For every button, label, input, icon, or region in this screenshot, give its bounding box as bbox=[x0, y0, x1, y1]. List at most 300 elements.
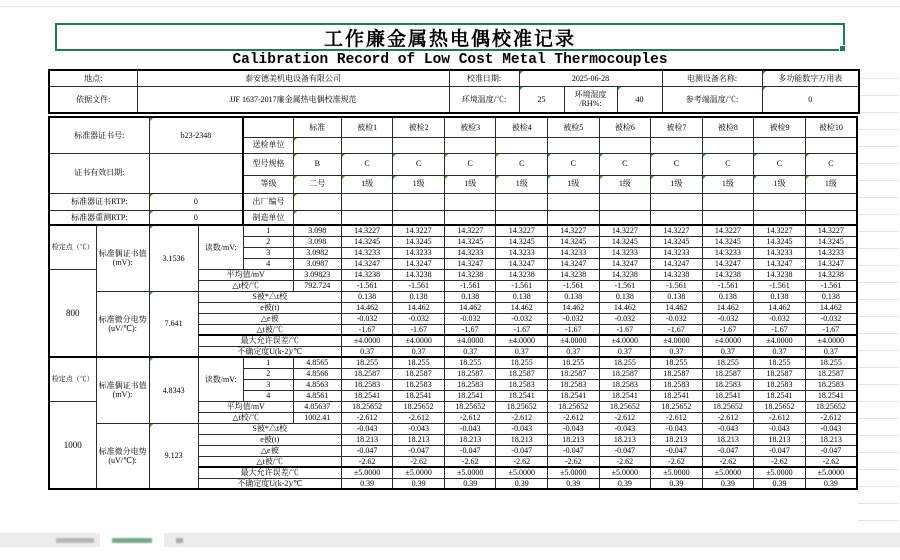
cell-et-dut[interactable]: 14.462 bbox=[702, 302, 754, 313]
cell-dtdut-dut[interactable]: -2.62 bbox=[548, 456, 600, 467]
cell-sdt-dut[interactable]: -0.043 bbox=[341, 423, 393, 434]
cell-avg-dut[interactable]: 18.25652 bbox=[496, 401, 548, 412]
cell-avg-std[interactable]: 4.85637 bbox=[293, 401, 341, 412]
cell-mpe-dut[interactable]: ±4.0000 bbox=[444, 335, 496, 346]
cell-maker-dut[interactable] bbox=[548, 210, 600, 225]
cell-reading-dut[interactable]: 14.3227 bbox=[548, 225, 600, 236]
cell-reading-dut[interactable]: 14.3245 bbox=[341, 236, 393, 247]
cell-cert-no-value[interactable]: b23-2348 bbox=[149, 117, 243, 153]
cell-grade-dut[interactable]: 1级 bbox=[805, 175, 857, 193]
cell-reading-std[interactable]: 4.8565 bbox=[293, 357, 341, 368]
cell-avg-dut[interactable]: 18.25652 bbox=[754, 401, 806, 412]
cell-model-dut[interactable]: C bbox=[702, 153, 754, 175]
cell-maker-dut[interactable] bbox=[702, 210, 754, 225]
cell-grade-dut[interactable]: 1级 bbox=[754, 175, 806, 193]
cell-diffemf-800[interactable]: 7.641 bbox=[149, 291, 198, 357]
cell-send-unit-dut[interactable] bbox=[651, 137, 703, 153]
cell-reading-dut[interactable]: 14.3227 bbox=[341, 225, 393, 236]
cell-avg-dut[interactable]: 14.3238 bbox=[393, 269, 445, 280]
cell-reading-dut[interactable]: 18.2541 bbox=[548, 390, 600, 401]
cell-dtdut-dut[interactable]: -1.67 bbox=[548, 324, 600, 335]
cell-de-dut[interactable]: -0.032 bbox=[651, 313, 703, 324]
cell-grade-dut[interactable]: 1级 bbox=[496, 175, 548, 193]
cell-de-dut[interactable]: -0.032 bbox=[805, 313, 857, 324]
cell-de-dut[interactable]: -0.047 bbox=[548, 445, 600, 456]
cell-model-dut[interactable]: C bbox=[341, 153, 393, 175]
cell-reading-dut[interactable]: 14.3247 bbox=[702, 258, 754, 269]
cell-mpe-dut[interactable]: ±5.0000 bbox=[651, 467, 703, 478]
cell-reading-std[interactable]: 4.8561 bbox=[293, 390, 341, 401]
cell-reading-dut[interactable]: 18.2541 bbox=[393, 390, 445, 401]
cell-dtcal-dut[interactable]: -1.561 bbox=[393, 280, 445, 291]
cell-send-unit-dut[interactable] bbox=[754, 137, 806, 153]
cell-maker-dut[interactable] bbox=[444, 210, 496, 225]
cell-reading-dut[interactable]: 14.3233 bbox=[599, 247, 651, 258]
cell-de-dut[interactable]: -0.047 bbox=[341, 445, 393, 456]
cell-dtdut-dut[interactable]: -2.62 bbox=[702, 456, 754, 467]
cell-et-dut[interactable]: 14.462 bbox=[341, 302, 393, 313]
cell-reading-dut[interactable]: 14.3247 bbox=[548, 258, 600, 269]
cell-serial-dut[interactable] bbox=[341, 193, 393, 210]
cell-reading-dut[interactable]: 14.3233 bbox=[702, 247, 754, 258]
cell-sdt-dut[interactable]: 0.138 bbox=[444, 291, 496, 302]
cell-model-dut[interactable]: C bbox=[754, 153, 806, 175]
cell-reading-dut[interactable]: 14.3245 bbox=[599, 236, 651, 247]
cell-dtdut-dut[interactable]: -2.62 bbox=[651, 456, 703, 467]
cell-reading-dut[interactable]: 18.255 bbox=[651, 357, 703, 368]
cell-reading-dut[interactable]: 14.3233 bbox=[444, 247, 496, 258]
cell-et-dut[interactable]: 18.213 bbox=[702, 434, 754, 445]
cell-reading-dut[interactable]: 18.2541 bbox=[805, 390, 857, 401]
cell-mpe-dut[interactable]: ±4.0000 bbox=[341, 335, 393, 346]
cell-dtcal-dut[interactable]: -2.612 bbox=[599, 412, 651, 423]
cell-model-dut[interactable]: C bbox=[805, 153, 857, 175]
cell-reading-dut[interactable]: 14.3247 bbox=[754, 258, 806, 269]
cell-mpe-dut[interactable]: ±4.0000 bbox=[393, 335, 445, 346]
cell-model-dut[interactable]: C bbox=[444, 153, 496, 175]
cell-dtdut-dut[interactable]: -1.67 bbox=[805, 324, 857, 335]
cell-mpe-dut[interactable]: ±5.0000 bbox=[444, 467, 496, 478]
cell-reading-dut[interactable]: 18.2583 bbox=[341, 379, 393, 390]
cell-dtdut-dut[interactable]: -2.62 bbox=[599, 456, 651, 467]
cell-u-dut[interactable]: 0.39 bbox=[805, 478, 857, 489]
cell-dtcal-dut[interactable]: -2.612 bbox=[651, 412, 703, 423]
cell-u-dut[interactable]: 0.37 bbox=[341, 346, 393, 357]
cell-et-dut[interactable]: 18.213 bbox=[599, 434, 651, 445]
cell-reading-dut[interactable]: 18.255 bbox=[548, 357, 600, 368]
cell-grade-dut[interactable]: 1级 bbox=[599, 175, 651, 193]
cell-reading-dut[interactable]: 18.255 bbox=[496, 357, 548, 368]
cell-dtcal-dut[interactable]: -2.612 bbox=[496, 412, 548, 423]
cell-avg-dut[interactable]: 14.3238 bbox=[341, 269, 393, 280]
cell-mpe-dut[interactable]: ±4.0000 bbox=[651, 335, 703, 346]
cell-reading-std[interactable]: 3.0987 bbox=[293, 258, 341, 269]
title-cell[interactable] bbox=[55, 23, 845, 51]
cell-et-dut[interactable]: 18.213 bbox=[651, 434, 703, 445]
cell-mpe-dut[interactable]: ±4.0000 bbox=[599, 335, 651, 346]
cell-avg-dut[interactable]: 18.25652 bbox=[702, 401, 754, 412]
cell-u-dut[interactable]: 0.37 bbox=[444, 346, 496, 357]
cell-reading-dut[interactable]: 14.3245 bbox=[548, 236, 600, 247]
cell-send-unit-dut[interactable] bbox=[548, 137, 600, 153]
cell-serial-dut[interactable] bbox=[805, 193, 857, 210]
cell-dtdut-dut[interactable]: -1.67 bbox=[754, 324, 806, 335]
cell-sdt-dut[interactable]: -0.043 bbox=[393, 423, 445, 434]
cell-u-dut[interactable]: 0.37 bbox=[393, 346, 445, 357]
cell-send-unit-dut[interactable] bbox=[341, 137, 393, 153]
cell-sdt-dut[interactable]: -0.043 bbox=[702, 423, 754, 434]
cell-valid-date-value[interactable] bbox=[149, 153, 243, 193]
sheet-tab-active[interactable] bbox=[100, 533, 164, 547]
cell-reading-dut[interactable]: 14.3245 bbox=[393, 236, 445, 247]
cell-avg-dut[interactable]: 18.25652 bbox=[393, 401, 445, 412]
cell-reading-dut[interactable]: 14.3233 bbox=[805, 247, 857, 258]
cell-avg-dut[interactable]: 18.25652 bbox=[444, 401, 496, 412]
cell-dtdut-dut[interactable]: -1.67 bbox=[599, 324, 651, 335]
cell-send-unit-dut[interactable] bbox=[805, 137, 857, 153]
cell-mpe-dut[interactable]: ±4.0000 bbox=[496, 335, 548, 346]
cell-dtcal-dut[interactable]: -1.561 bbox=[805, 280, 857, 291]
cell-et-dut[interactable]: 14.462 bbox=[548, 302, 600, 313]
cell-reading-std[interactable]: 3.098 bbox=[293, 236, 341, 247]
cell-reading-dut[interactable]: 14.3245 bbox=[496, 236, 548, 247]
cell-reading-dut[interactable]: 14.3247 bbox=[651, 258, 703, 269]
cell-model-dut[interactable]: C bbox=[599, 153, 651, 175]
cell-reading-dut[interactable]: 14.3247 bbox=[341, 258, 393, 269]
cell-avg-std[interactable]: 3.09823 bbox=[293, 269, 341, 280]
cell-maker-std[interactable] bbox=[293, 210, 341, 225]
cell-et-dut[interactable]: 18.213 bbox=[444, 434, 496, 445]
cell-model-dut[interactable]: C bbox=[393, 153, 445, 175]
cell-dtcal-dut[interactable]: -1.561 bbox=[651, 280, 703, 291]
cell-et-dut[interactable]: 18.213 bbox=[754, 434, 806, 445]
cell-avg-dut[interactable]: 14.3238 bbox=[548, 269, 600, 280]
cell-reading-dut[interactable]: 18.255 bbox=[754, 357, 806, 368]
cell-sdt-dut[interactable]: 0.138 bbox=[599, 291, 651, 302]
cell-reading-dut[interactable]: 14.3227 bbox=[599, 225, 651, 236]
cell-reading-dut[interactable]: 18.2541 bbox=[702, 390, 754, 401]
cell-mpe-dut[interactable]: ±4.0000 bbox=[805, 335, 857, 346]
cell-model-dut[interactable]: C bbox=[548, 153, 600, 175]
cell-mpe-dut[interactable]: ±5.0000 bbox=[805, 467, 857, 478]
cell-reading-dut[interactable]: 18.2587 bbox=[444, 368, 496, 379]
cell-serial-dut[interactable] bbox=[393, 193, 445, 210]
cell-avg-dut[interactable]: 14.3238 bbox=[496, 269, 548, 280]
cell-location-value[interactable]: 泰安德美机电设备有限公司 bbox=[137, 70, 449, 86]
cell-model-dut[interactable]: C bbox=[651, 153, 703, 175]
cell-reading-std[interactable]: 4.8563 bbox=[293, 379, 341, 390]
cell-reading-dut[interactable]: 18.2587 bbox=[599, 368, 651, 379]
cell-reading-dut[interactable]: 18.2587 bbox=[805, 368, 857, 379]
cell-serial-dut[interactable] bbox=[754, 193, 806, 210]
cell-dtdut-dut[interactable]: -2.62 bbox=[341, 456, 393, 467]
cell-reading-dut[interactable]: 18.2583 bbox=[444, 379, 496, 390]
cell-dtdut-dut[interactable]: -1.67 bbox=[702, 324, 754, 335]
cell-u-dut[interactable]: 0.39 bbox=[548, 478, 600, 489]
cell-et-dut[interactable]: 14.462 bbox=[444, 302, 496, 313]
cell-et-dut[interactable]: 14.462 bbox=[599, 302, 651, 313]
cell-reading-dut[interactable]: 14.3233 bbox=[496, 247, 548, 258]
cell-reading-dut[interactable]: 14.3247 bbox=[599, 258, 651, 269]
cell-sdt-dut[interactable]: -0.043 bbox=[496, 423, 548, 434]
cell-reading-dut[interactable]: 14.3245 bbox=[651, 236, 703, 247]
cell-send-unit-dut[interactable] bbox=[393, 137, 445, 153]
cell-sdt-dut[interactable]: 0.138 bbox=[805, 291, 857, 302]
cell-u-dut[interactable]: 0.39 bbox=[496, 478, 548, 489]
cell-reading-dut[interactable]: 18.2587 bbox=[651, 368, 703, 379]
cell-sdt-dut[interactable]: -0.043 bbox=[548, 423, 600, 434]
cell-maker-dut[interactable] bbox=[393, 210, 445, 225]
cell-u-dut[interactable]: 0.39 bbox=[754, 478, 806, 489]
cell-reading-dut[interactable]: 18.2587 bbox=[393, 368, 445, 379]
cell-reading-dut[interactable]: 18.255 bbox=[393, 357, 445, 368]
cell-de-dut[interactable]: -0.047 bbox=[651, 445, 703, 456]
cell-dtcal-dut[interactable]: -2.612 bbox=[702, 412, 754, 423]
cell-avg-dut[interactable]: 18.25652 bbox=[341, 401, 393, 412]
cell-reading-dut[interactable]: 18.2541 bbox=[496, 390, 548, 401]
cell-sdt-dut[interactable]: -0.043 bbox=[651, 423, 703, 434]
cell-grade-dut[interactable]: 1级 bbox=[651, 175, 703, 193]
cell-dtcal-dut[interactable]: -1.561 bbox=[496, 280, 548, 291]
cell-de-dut[interactable]: -0.032 bbox=[702, 313, 754, 324]
cell-u-dut[interactable]: 0.39 bbox=[702, 478, 754, 489]
cell-serial-dut[interactable] bbox=[496, 193, 548, 210]
cell-reading-dut[interactable]: 18.2541 bbox=[444, 390, 496, 401]
cell-u-dut[interactable]: 0.39 bbox=[444, 478, 496, 489]
cell-serial-dut[interactable] bbox=[651, 193, 703, 210]
cell-et-dut[interactable]: 14.462 bbox=[393, 302, 445, 313]
cell-reading-dut[interactable]: 14.3227 bbox=[702, 225, 754, 236]
cell-cert-value-1000[interactable]: 4.8343 bbox=[149, 357, 198, 423]
cell-u-dut[interactable]: 0.37 bbox=[754, 346, 806, 357]
cell-avg-dut[interactable]: 14.3238 bbox=[754, 269, 806, 280]
cell-reading-dut[interactable]: 14.3227 bbox=[393, 225, 445, 236]
cell-send-unit-dut[interactable] bbox=[496, 137, 548, 153]
cell-reading-dut[interactable]: 14.3245 bbox=[444, 236, 496, 247]
cell-avg-dut[interactable]: 14.3238 bbox=[599, 269, 651, 280]
cell-dtcal-dut[interactable]: -2.612 bbox=[754, 412, 806, 423]
cell-de-dut[interactable]: -0.032 bbox=[393, 313, 445, 324]
cell-de-dut[interactable]: -0.032 bbox=[548, 313, 600, 324]
cell-reading-dut[interactable]: 14.3245 bbox=[754, 236, 806, 247]
cell-dtcal-dut[interactable]: -1.561 bbox=[599, 280, 651, 291]
cell-sdt-dut[interactable]: 0.138 bbox=[496, 291, 548, 302]
cell-reading-dut[interactable]: 18.2583 bbox=[599, 379, 651, 390]
cell-dtcal-dut[interactable]: -2.612 bbox=[548, 412, 600, 423]
cell-mpe-dut[interactable]: ±5.0000 bbox=[496, 467, 548, 478]
cell-grade-dut[interactable]: 1级 bbox=[341, 175, 393, 193]
cell-send-unit-std[interactable] bbox=[293, 137, 341, 153]
cell-reading-dut[interactable]: 18.255 bbox=[341, 357, 393, 368]
cell-sdt-dut[interactable]: -0.043 bbox=[599, 423, 651, 434]
cell-reading-dut[interactable]: 14.3245 bbox=[702, 236, 754, 247]
cell-reading-dut[interactable]: 14.3233 bbox=[393, 247, 445, 258]
cell-avg-dut[interactable]: 14.3238 bbox=[444, 269, 496, 280]
cell-avg-dut[interactable]: 14.3238 bbox=[805, 269, 857, 280]
cell-et-dut[interactable]: 18.213 bbox=[548, 434, 600, 445]
cell-de-dut[interactable]: -0.032 bbox=[496, 313, 548, 324]
cell-reading-dut[interactable]: 18.2541 bbox=[599, 390, 651, 401]
cell-cert-rtp-value[interactable]: 0 bbox=[149, 193, 243, 210]
cell-reading-dut[interactable]: 18.2583 bbox=[702, 379, 754, 390]
cell-u-dut[interactable]: 0.39 bbox=[341, 478, 393, 489]
cell-reading-dut[interactable]: 18.2541 bbox=[341, 390, 393, 401]
cell-sdt-dut[interactable]: 0.138 bbox=[651, 291, 703, 302]
cell-retest-rtp-value[interactable]: 0 bbox=[149, 210, 243, 225]
cell-cert-value-800[interactable]: 3.1536 bbox=[149, 225, 198, 291]
cell-model-dut[interactable]: C bbox=[496, 153, 548, 175]
cell-u-dut[interactable]: 0.37 bbox=[651, 346, 703, 357]
cell-avg-dut[interactable]: 18.25652 bbox=[548, 401, 600, 412]
cell-u-dut[interactable]: 0.39 bbox=[393, 478, 445, 489]
cell-sdt-dut[interactable]: 0.138 bbox=[393, 291, 445, 302]
cell-mpe-dut[interactable]: ±5.0000 bbox=[341, 467, 393, 478]
cell-sdt-dut[interactable]: -0.043 bbox=[754, 423, 806, 434]
cell-mpe-dut[interactable]: ±5.0000 bbox=[754, 467, 806, 478]
cell-reading-dut[interactable]: 18.2583 bbox=[754, 379, 806, 390]
cell-dtdut-dut[interactable]: -2.62 bbox=[496, 456, 548, 467]
cell-reading-dut[interactable]: 18.2583 bbox=[651, 379, 703, 390]
cell-date-value[interactable]: 2025-06-28 bbox=[519, 70, 662, 86]
cell-point-value-800[interactable]: 800 bbox=[49, 269, 96, 357]
sheet-tab-inactive[interactable] bbox=[56, 538, 94, 543]
cell-reading-dut[interactable]: 18.2587 bbox=[496, 368, 548, 379]
cell-dtdut-dut[interactable]: -2.62 bbox=[393, 456, 445, 467]
cell-reading-dut[interactable]: 18.2587 bbox=[548, 368, 600, 379]
cell-u-dut[interactable]: 0.37 bbox=[496, 346, 548, 357]
cell-reading-dut[interactable]: 14.3233 bbox=[548, 247, 600, 258]
cell-u-dut[interactable]: 0.37 bbox=[599, 346, 651, 357]
cell-avg-dut[interactable]: 14.3238 bbox=[651, 269, 703, 280]
cell-avg-dut[interactable]: 18.25652 bbox=[805, 401, 857, 412]
cell-et-dut[interactable]: 14.462 bbox=[805, 302, 857, 313]
cell-sdt-dut[interactable]: 0.138 bbox=[702, 291, 754, 302]
cell-de-dut[interactable]: -0.047 bbox=[393, 445, 445, 456]
cell-dtdut-dut[interactable]: -2.62 bbox=[444, 456, 496, 467]
cell-reading-dut[interactable]: 18.255 bbox=[702, 357, 754, 368]
cell-mpe-dut[interactable]: ±4.0000 bbox=[548, 335, 600, 346]
cell-grade-dut[interactable]: 1级 bbox=[444, 175, 496, 193]
cell-reading-dut[interactable]: 14.3247 bbox=[444, 258, 496, 269]
cell-sdt-dut[interactable]: 0.138 bbox=[548, 291, 600, 302]
cell-dtdut-dut[interactable]: -2.62 bbox=[805, 456, 857, 467]
cell-de-dut[interactable]: -0.047 bbox=[805, 445, 857, 456]
cell-et-dut[interactable]: 18.213 bbox=[393, 434, 445, 445]
cell-dtcal-dut[interactable]: -1.561 bbox=[341, 280, 393, 291]
cell-et-dut[interactable]: 18.213 bbox=[496, 434, 548, 445]
cell-grade-std[interactable]: 二号 bbox=[293, 175, 341, 193]
cell-dtdut-dut[interactable]: -1.67 bbox=[341, 324, 393, 335]
cell-dtdut-dut[interactable]: -1.67 bbox=[651, 324, 703, 335]
cell-reading-dut[interactable]: 14.3233 bbox=[651, 247, 703, 258]
cell-dtcal-dut[interactable]: -2.612 bbox=[393, 412, 445, 423]
cell-grade-dut[interactable]: 1级 bbox=[393, 175, 445, 193]
cell-reading-dut[interactable]: 14.3245 bbox=[805, 236, 857, 247]
cell-reading-dut[interactable]: 14.3233 bbox=[341, 247, 393, 258]
cell-dtcal-dut[interactable]: -2.612 bbox=[341, 412, 393, 423]
cell-dtcal-dut[interactable]: -1.561 bbox=[702, 280, 754, 291]
cell-avg-dut[interactable]: 18.25652 bbox=[651, 401, 703, 412]
cell-serial-std[interactable] bbox=[293, 193, 341, 210]
cell-de-dut[interactable]: -0.047 bbox=[496, 445, 548, 456]
cell-et-dut[interactable]: 18.213 bbox=[341, 434, 393, 445]
cell-avg-dut[interactable]: 14.3238 bbox=[702, 269, 754, 280]
add-sheet-icon[interactable] bbox=[176, 538, 183, 543]
cell-serial-dut[interactable] bbox=[444, 193, 496, 210]
cell-device-value[interactable]: 多功能数字万用表 bbox=[762, 70, 859, 86]
cell-dtcal-dut[interactable]: -2.612 bbox=[805, 412, 857, 423]
cell-reading-dut[interactable]: 14.3247 bbox=[496, 258, 548, 269]
cell-de-dut[interactable]: -0.032 bbox=[341, 313, 393, 324]
cell-reading-dut[interactable]: 14.3227 bbox=[651, 225, 703, 236]
cell-point-value-1000[interactable]: 1000 bbox=[49, 401, 96, 489]
cell-model-std[interactable]: B bbox=[293, 153, 341, 175]
cell-reading-dut[interactable]: 18.2583 bbox=[496, 379, 548, 390]
cell-de-dut[interactable]: -0.047 bbox=[754, 445, 806, 456]
cell-u-dut[interactable]: 0.37 bbox=[805, 346, 857, 357]
cell-maker-dut[interactable] bbox=[496, 210, 548, 225]
cell-u-dut[interactable]: 0.39 bbox=[651, 478, 703, 489]
cell-reading-dut[interactable]: 18.2583 bbox=[393, 379, 445, 390]
cell-grade-dut[interactable]: 1级 bbox=[548, 175, 600, 193]
cell-et-dut[interactable]: 18.213 bbox=[805, 434, 857, 445]
cell-sdt-dut[interactable]: 0.138 bbox=[341, 291, 393, 302]
cell-reading-std[interactable]: 3.0982 bbox=[293, 247, 341, 258]
cell-reading-dut[interactable]: 14.3227 bbox=[754, 225, 806, 236]
cell-reading-dut[interactable]: 18.2541 bbox=[651, 390, 703, 401]
cell-reading-dut[interactable]: 18.2587 bbox=[754, 368, 806, 379]
cell-mpe-dut[interactable]: ±4.0000 bbox=[702, 335, 754, 346]
cell-serial-dut[interactable] bbox=[702, 193, 754, 210]
cell-u-dut[interactable]: 0.37 bbox=[702, 346, 754, 357]
cell-et-dut[interactable]: 14.462 bbox=[754, 302, 806, 313]
cell-doc-value[interactable]: JJF 1637-2017廉金属热电偶校准规范 bbox=[137, 86, 449, 113]
cell-dtdut-dut[interactable]: -1.67 bbox=[393, 324, 445, 335]
cell-de-dut[interactable]: -0.047 bbox=[702, 445, 754, 456]
cell-de-dut[interactable]: -0.047 bbox=[599, 445, 651, 456]
cell-maker-dut[interactable] bbox=[651, 210, 703, 225]
cell-avg-dut[interactable]: 18.25652 bbox=[599, 401, 651, 412]
cell-de-dut[interactable]: -0.032 bbox=[754, 313, 806, 324]
cell-reading-dut[interactable]: 18.2541 bbox=[754, 390, 806, 401]
cell-mpe-dut[interactable]: ±4.0000 bbox=[754, 335, 806, 346]
cell-dtdut-dut[interactable]: -1.67 bbox=[496, 324, 548, 335]
cell-mpe-dut[interactable]: ±5.0000 bbox=[599, 467, 651, 478]
cell-maker-dut[interactable] bbox=[805, 210, 857, 225]
cell-sdt-dut[interactable]: -0.043 bbox=[805, 423, 857, 434]
cell-maker-dut[interactable] bbox=[754, 210, 806, 225]
cell-dtcal-dut[interactable]: -1.561 bbox=[444, 280, 496, 291]
cell-de-dut[interactable]: -0.047 bbox=[444, 445, 496, 456]
cell-grade-dut[interactable]: 1级 bbox=[702, 175, 754, 193]
cell-sdt-dut[interactable]: 0.138 bbox=[754, 291, 806, 302]
cell-serial-dut[interactable] bbox=[599, 193, 651, 210]
cell-u-dut[interactable]: 0.37 bbox=[548, 346, 600, 357]
cell-reading-dut[interactable]: 14.3227 bbox=[496, 225, 548, 236]
cell-dtcal-std[interactable]: 792.724 bbox=[293, 280, 341, 291]
selection-fill-handle[interactable] bbox=[839, 45, 846, 52]
cell-reading-dut[interactable]: 14.3227 bbox=[805, 225, 857, 236]
cell-reading-dut[interactable]: 18.255 bbox=[444, 357, 496, 368]
cell-reading-dut[interactable]: 18.2583 bbox=[548, 379, 600, 390]
cell-reading-dut[interactable]: 14.3227 bbox=[444, 225, 496, 236]
cell-reading-dut[interactable]: 18.2587 bbox=[341, 368, 393, 379]
cell-reading-dut[interactable]: 14.3233 bbox=[754, 247, 806, 258]
cell-reading-dut[interactable]: 18.255 bbox=[599, 357, 651, 368]
cell-diffemf-1000[interactable]: 9.123 bbox=[149, 423, 198, 489]
cell-mpe-dut[interactable]: ±5.0000 bbox=[393, 467, 445, 478]
cell-u-dut[interactable]: 0.39 bbox=[599, 478, 651, 489]
